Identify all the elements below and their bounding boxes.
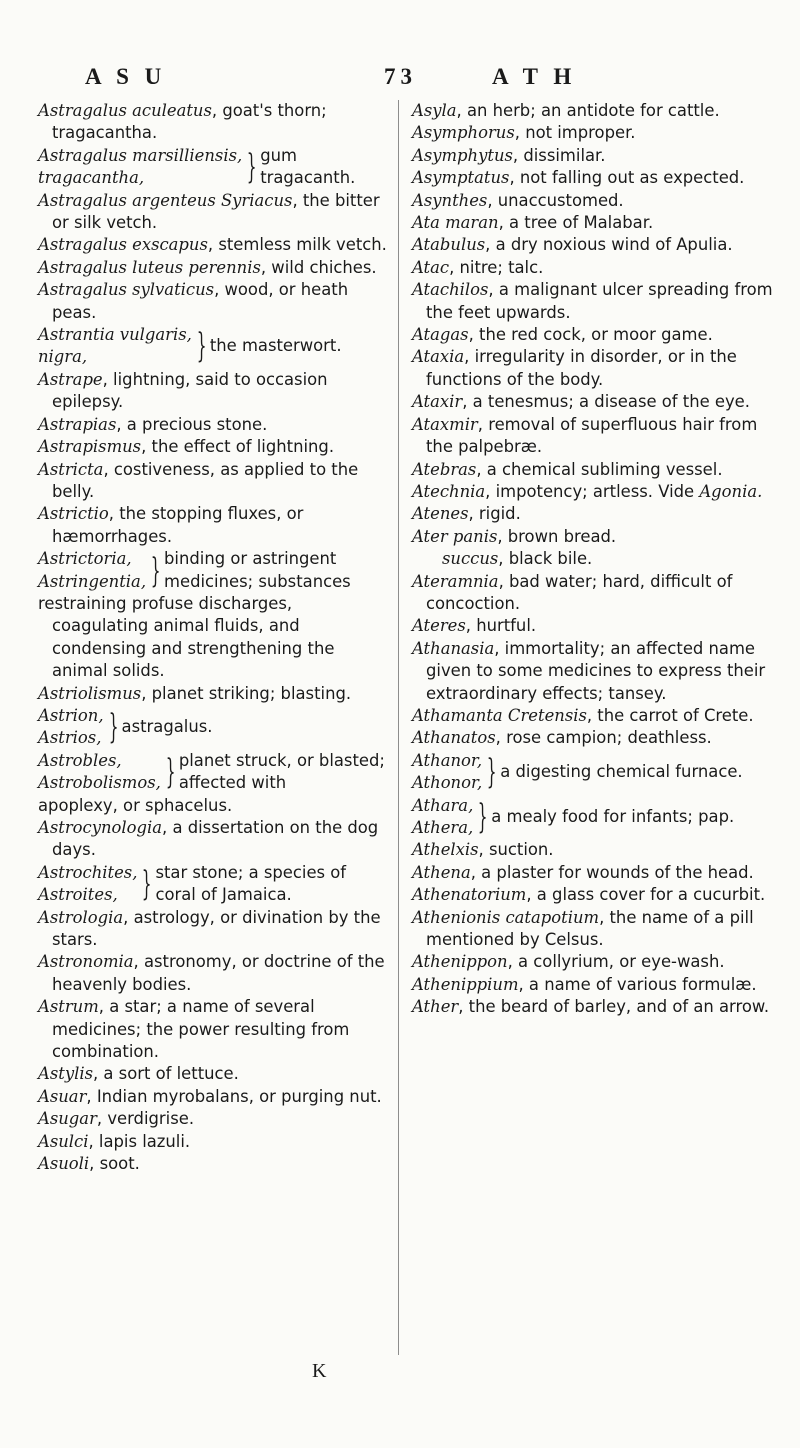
headword: Astragalus luteus perennis — [38, 257, 261, 277]
definition: a mealy food for infants; pap. — [491, 806, 735, 826]
braced-entry — [412, 750, 784, 795]
definition: , bad water; hard, difficult of concoction. — [426, 571, 733, 613]
brace-mark: } — [108, 707, 119, 748]
headword: Athara, — [412, 795, 474, 815]
dictionary-entry — [412, 862, 784, 884]
definition: , unaccustomed. — [487, 190, 624, 210]
dictionary-entry — [412, 638, 784, 705]
definition: , removal of superfluous hair from the palpebræ. — [426, 414, 758, 457]
header-left-guide: A S U — [85, 64, 167, 89]
definition-continued: apoplexy, or sphacelus. — [38, 795, 233, 815]
definition: , verdigrise. — [96, 1109, 195, 1129]
dictionary-entry — [38, 190, 390, 235]
dictionary-entry — [412, 526, 784, 548]
definition: , a plaster for wounds of the head. — [470, 862, 754, 882]
headword: Ateramnia — [412, 571, 499, 591]
headword: tragacantha, — [38, 168, 145, 188]
headword: Astrion, — [38, 705, 104, 725]
definition: , a name of various formulæ. — [518, 974, 757, 994]
entry-group — [38, 750, 390, 817]
definition: , a sort of lettuce. — [93, 1064, 239, 1084]
definition: , black bile. — [498, 549, 593, 569]
braced-entry — [38, 324, 390, 369]
dictionary-entry — [412, 391, 784, 413]
headword: Astrocynologia — [38, 818, 163, 837]
headword: Atabulus — [412, 235, 486, 255]
headword: Asuar — [38, 1086, 87, 1106]
headword: Astrape — [38, 369, 103, 389]
headword: Astroites, — [38, 885, 118, 905]
headword: Atenes — [412, 504, 469, 524]
headword: Astragalus marsilliensis, — [38, 145, 243, 165]
headword-list — [38, 705, 104, 750]
definition: , a tree of Malabar. — [498, 213, 654, 233]
brace-mark: } — [246, 147, 257, 188]
headword: Asymphytus — [412, 145, 513, 165]
headword: Astrantia vulgaris, — [38, 325, 192, 345]
dictionary-entry — [38, 234, 390, 256]
column-divider — [398, 100, 399, 1355]
headword: Athanasia — [412, 638, 495, 658]
headword: Asyla — [412, 101, 457, 120]
definition: , brown bread. — [497, 526, 617, 546]
dictionary-entry — [412, 705, 784, 727]
definition: , dissimilar. — [512, 145, 606, 165]
headword: Athena — [412, 862, 471, 882]
headword: Atechnia — [412, 481, 486, 501]
dictionary-entry — [412, 145, 784, 167]
definition: , an herb; an antidote for cattle. — [456, 101, 720, 120]
dictionary-entry — [38, 257, 390, 279]
dictionary-entry — [412, 996, 784, 1018]
headword: Athenippon — [412, 952, 508, 972]
dictionary-entry — [38, 100, 390, 145]
definition: , rigid. — [468, 504, 521, 524]
dictionary-entry — [38, 683, 390, 705]
braced-entry — [38, 705, 390, 750]
definition: , a dissertation on the dog days. — [52, 818, 379, 860]
dictionary-entry — [38, 369, 390, 414]
dictionary-entry — [38, 414, 390, 436]
brace-mark: } — [196, 326, 207, 367]
headword: Athanor, — [412, 750, 483, 770]
definition: , the red cock, or moor game. — [468, 325, 713, 345]
headword: Athanatos — [412, 728, 496, 748]
dictionary-entry — [412, 951, 784, 973]
dictionary-entry — [412, 234, 784, 256]
dictionary-entry — [38, 951, 390, 996]
definition: , a malignant ulcer spreading from the feet upwards. — [426, 280, 773, 322]
dictionary-entry — [38, 459, 390, 504]
definition: , wood, or heath peas. — [52, 280, 349, 322]
definition: , a glass cover for a cucurbit. — [526, 885, 766, 905]
dictionary-entry — [412, 884, 784, 906]
dictionary-entry — [412, 414, 784, 459]
definition: , the beard of barley, and of an arrow. — [458, 997, 770, 1017]
definition: , nitre; talc. — [449, 257, 544, 277]
headword: Astrobolismos, — [38, 773, 161, 793]
definition-continued: restraining profuse discharges, coagulating animal fluids, and condensing and strengthening the animal solids. — [38, 593, 335, 681]
definition: , a star; a name of several medicines; the power resulting from combination. — [52, 997, 350, 1062]
definition: , the stopping fluxes, or hæmorrhages. — [52, 504, 304, 546]
headword: Athonor, — [412, 773, 483, 793]
braced-entry — [412, 795, 784, 840]
headword: Ather — [412, 997, 459, 1017]
headword: Ataxir — [412, 392, 463, 412]
headword: Asymphorus — [412, 123, 515, 143]
dictionary-entry — [412, 324, 784, 346]
definition: , irregularity in disorder, or in the functions of the body. — [426, 347, 737, 389]
headword-list — [412, 750, 482, 795]
definition: , a precious stone. — [116, 414, 268, 434]
headword: Asugar — [38, 1109, 97, 1129]
dictionary-entry — [38, 503, 390, 548]
headword: Ater panis — [412, 526, 498, 546]
definition: , impotency; artless. Vide — [485, 481, 700, 501]
dictionary-entry — [412, 346, 784, 391]
dictionary-entry — [412, 907, 784, 952]
definition: astragalus. — [121, 717, 213, 737]
definition: gum tragacanth. — [260, 145, 356, 188]
headword: Astrios, — [38, 728, 102, 748]
headword: Astrobles, — [38, 750, 122, 770]
headword: Atac — [412, 257, 450, 277]
headword: Athamanta Cretensis — [412, 705, 587, 725]
brace-mark: } — [165, 752, 176, 793]
dictionary-entry — [412, 167, 784, 189]
dictionary-entry — [38, 1153, 390, 1175]
braced-entry — [38, 145, 390, 190]
dictionary-entry — [412, 100, 784, 122]
headword: Athelxis — [412, 840, 479, 860]
dictionary-entry — [38, 1108, 390, 1130]
cross-reference: Agonia. — [699, 481, 763, 501]
entry-group — [38, 862, 390, 907]
braced-entry — [38, 548, 390, 593]
headword: Astrum — [38, 997, 99, 1017]
left-column — [38, 100, 390, 1176]
definition: , stemless milk vetch. — [207, 235, 387, 255]
header-right-guide: A T H — [492, 64, 577, 89]
definition: , Indian myrobalans, or purging nut. — [86, 1086, 382, 1106]
entry-group — [38, 324, 390, 369]
dictionary-entry — [38, 436, 390, 458]
dictionary-entry — [412, 974, 784, 996]
headword: Athera, — [412, 818, 474, 837]
definition: , wild chiches. — [260, 257, 377, 277]
definition: , lapis lazuli. — [88, 1131, 191, 1151]
dictionary-entry — [412, 481, 784, 503]
dictionary-entry — [412, 615, 784, 637]
entry-group — [412, 795, 784, 840]
dictionary-entry — [412, 212, 784, 234]
definition: binding or astringent medicines; substances — [164, 549, 351, 591]
dictionary-entry — [38, 1063, 390, 1085]
braced-entry — [38, 750, 390, 795]
right-column — [412, 100, 784, 1019]
definition: , astronomy, or doctrine of the heavenly bodies. — [52, 952, 385, 994]
brace-mark: } — [486, 752, 497, 793]
definition: , not improper. — [514, 123, 636, 143]
dictionary-entry — [412, 257, 784, 279]
headword: Atagas — [412, 325, 469, 345]
headword: Athenippium — [412, 974, 519, 994]
definition: , the bitter or silk vetch. — [52, 190, 380, 233]
headword: Atebras — [412, 459, 477, 479]
definition: , astrology, or divination by the stars. — [52, 907, 381, 950]
headword: Athenionis catapotium — [412, 907, 600, 927]
headword-list — [38, 750, 161, 795]
page-header — [0, 64, 800, 94]
definition: , not falling out as expected. — [509, 168, 745, 188]
definition: , costiveness, as applied to the belly. — [52, 459, 359, 501]
headword: Ata maran — [412, 213, 499, 233]
definition: , the carrot of Crete. — [586, 705, 754, 725]
headword-list — [412, 795, 473, 840]
dictionary-entry — [38, 1131, 390, 1153]
dictionary-entry — [38, 907, 390, 952]
headword-list — [38, 862, 137, 907]
brace-mark: } — [142, 864, 152, 905]
headword: Astylis — [38, 1064, 93, 1084]
page-number: 73 — [384, 64, 417, 89]
dictionary-entry — [412, 727, 784, 749]
headword-list — [38, 324, 192, 369]
dictionary-entry — [412, 571, 784, 616]
definition: , goat's thorn; tragacantha. — [52, 101, 327, 143]
definition: , a dry noxious wind of Apulia. — [485, 235, 733, 255]
definition: the masterwort. — [209, 336, 342, 356]
headword: Astragalus sylvaticus — [38, 280, 215, 300]
dictionary-entry — [412, 190, 784, 212]
headword: Astringentia, — [38, 571, 147, 591]
headword: Atachilos — [412, 280, 489, 300]
definition: planet struck, or blasted; affected with — [178, 750, 385, 793]
headword: Astrapias — [38, 414, 117, 434]
headword-list — [38, 548, 146, 593]
headword: Astriolismus — [38, 683, 142, 703]
dictionary-entry — [38, 817, 390, 862]
definition: star stone; a species of coral of Jamaica. — [155, 862, 347, 905]
definition: , a collyrium, or eye-wash. — [507, 952, 725, 972]
headword: Asulci — [38, 1131, 89, 1151]
headword: Astricta — [38, 459, 104, 479]
headword: Ataxia — [412, 347, 465, 367]
signature-mark: K — [312, 1360, 327, 1382]
headword: Astragalus exscapus — [38, 235, 208, 255]
dictionary-entry — [38, 1086, 390, 1108]
dictionary-entry — [412, 839, 784, 861]
dictionary-entry — [38, 279, 390, 324]
headword: Ataxmir — [412, 414, 478, 434]
headword: Astrologia — [38, 907, 124, 927]
brace-mark: } — [478, 797, 488, 837]
definition: , immortality; an affected name given to some medicines to express their extraordinary effects; tansey. — [426, 638, 766, 703]
dictionary-entry — [412, 122, 784, 144]
entry-group — [38, 705, 390, 750]
dictionary-entry — [412, 279, 784, 324]
definition: , a chemical subliming vessel. — [476, 459, 723, 479]
entry-group — [38, 548, 390, 682]
headword: Ateres — [412, 616, 466, 636]
braced-entry — [38, 862, 390, 907]
definition: , the name of a pill mentioned by Celsus. — [426, 907, 754, 950]
headword: Astragalus aculeatus — [38, 101, 212, 120]
definition: a digesting chemical furnace. — [500, 761, 743, 781]
entry-group — [38, 145, 390, 190]
headword: Astrapismus — [38, 437, 142, 457]
headword: Asymptatus — [412, 168, 510, 188]
brace-mark: } — [150, 550, 161, 591]
entry-group — [412, 750, 784, 795]
definition: , planet striking; blasting. — [141, 683, 352, 703]
headword: Astrochites, — [38, 862, 138, 882]
headword: Athenatorium — [412, 885, 527, 905]
definition: , the effect of lightning. — [141, 437, 335, 457]
headword: Astrictoria, — [38, 549, 132, 569]
dictionary-entry — [412, 503, 784, 525]
headword: Astrictio — [38, 504, 109, 524]
headword-list — [38, 145, 242, 190]
definition: , hurtful. — [465, 616, 537, 636]
dictionary-entry — [412, 459, 784, 481]
definition: , soot. — [89, 1154, 140, 1174]
headword: Asynthes — [412, 190, 488, 210]
definition: , rose campion; deathless. — [495, 728, 712, 748]
dictionary-entry — [38, 996, 390, 1063]
headword: succus — [442, 549, 499, 569]
definition: , suction. — [478, 840, 554, 860]
headword: Astronomia — [38, 952, 134, 972]
headword: Asuoli — [38, 1154, 90, 1174]
definition: , a tenesmus; a disease of the eye. — [462, 392, 750, 412]
headword: nigra, — [38, 347, 88, 367]
dictionary-entry — [412, 548, 784, 570]
headword: Astragalus argenteus Syriacus — [38, 190, 293, 210]
definition: , lightning, said to occasion epilepsy. — [52, 369, 328, 412]
